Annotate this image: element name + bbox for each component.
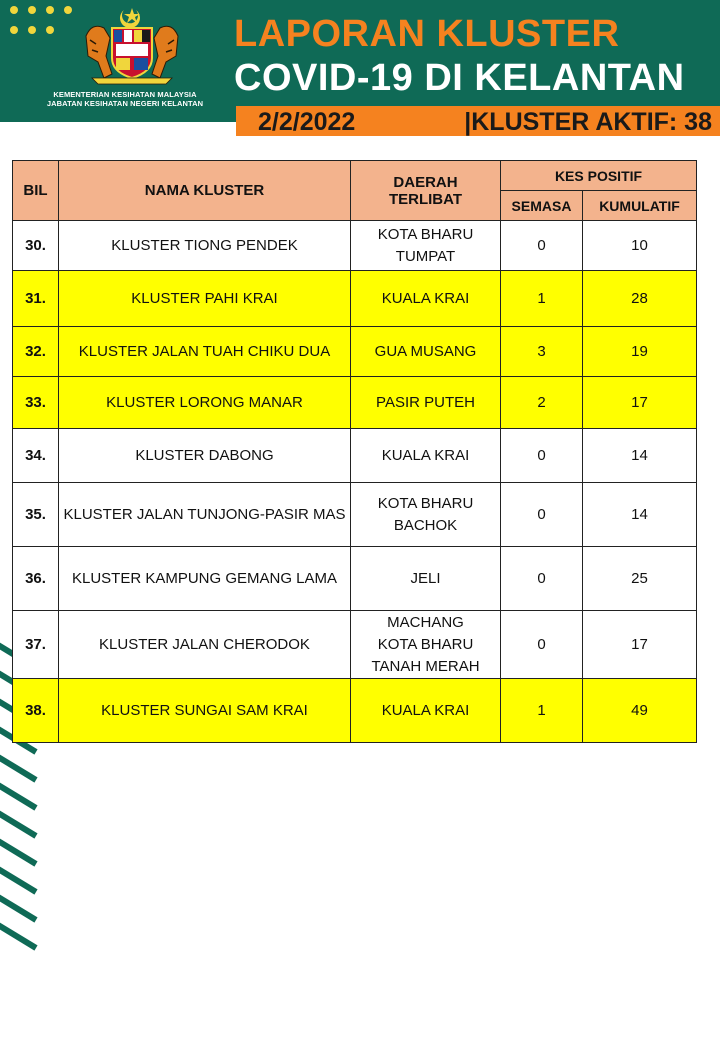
daerah-name: KOTA BHARU <box>377 635 474 653</box>
cell-bil: 37. <box>13 611 59 679</box>
cell-kumulatif: 17 <box>583 377 697 429</box>
daerah-name: MACHANG <box>387 613 464 631</box>
page-title-line2: COVID-19 DI KELANTAN <box>234 57 685 99</box>
cell-semasa: 1 <box>501 271 583 327</box>
cell-kumulatif: 14 <box>583 483 697 547</box>
cell-kumulatif: 25 <box>583 547 697 611</box>
cell-daerah <box>351 221 501 271</box>
cell-bil: 34. <box>13 429 59 483</box>
daerah-name: TANAH MERAH <box>371 657 480 675</box>
cell-daerah <box>351 327 501 377</box>
cell-nama-kluster: KLUSTER SUNGAI SAM KRAI <box>59 679 351 743</box>
cell-daerah <box>351 271 501 327</box>
daerah-name: KOTA BHARU <box>377 225 474 243</box>
cell-semasa: 0 <box>501 483 583 547</box>
cell-daerah <box>351 377 501 429</box>
ministry-name <box>20 90 230 108</box>
daerah-name: BACHOK <box>393 516 458 534</box>
header-nama-kluster: NAMA KLUSTER <box>59 161 351 221</box>
cell-semasa: 3 <box>501 327 583 377</box>
cell-nama-kluster: KLUSTER JALAN CHERODOK <box>59 611 351 679</box>
daerah-name: KUALA KRAI <box>381 289 470 307</box>
header-semasa: SEMASA <box>501 191 583 221</box>
cell-nama-kluster: KLUSTER LORONG MANAR <box>59 377 351 429</box>
cell-bil: 35. <box>13 483 59 547</box>
cell-kumulatif: 14 <box>583 429 697 483</box>
table-row <box>13 221 697 271</box>
table-row <box>13 271 697 327</box>
table-row <box>13 679 697 743</box>
ministry-line2: JABATAN KESIHATAN NEGERI KELANTAN <box>46 99 204 108</box>
daerah-name: KUALA KRAI <box>381 701 470 719</box>
cell-daerah <box>351 547 501 611</box>
ministry-line1: KEMENTERIAN KESIHATAN MALAYSIA <box>53 90 197 99</box>
table-row <box>13 483 697 547</box>
cell-nama-kluster: KLUSTER JALAN TUNJONG-PASIR MAS <box>59 483 351 547</box>
cell-nama-kluster: KLUSTER PAHI KRAI <box>59 271 351 327</box>
table-row <box>13 429 697 483</box>
cell-bil: 32. <box>13 327 59 377</box>
cell-daerah <box>351 483 501 547</box>
cell-kumulatif: 49 <box>583 679 697 743</box>
cell-semasa: 2 <box>501 377 583 429</box>
cell-semasa: 0 <box>501 221 583 271</box>
cell-nama-kluster: KLUSTER KAMPUNG GEMANG LAMA <box>59 547 351 611</box>
cell-kumulatif: 28 <box>583 271 697 327</box>
daerah-name: GUA MUSANG <box>374 342 477 360</box>
table-row <box>13 547 697 611</box>
cluster-table <box>12 160 697 743</box>
cell-daerah <box>351 679 501 743</box>
cell-kumulatif: 17 <box>583 611 697 679</box>
malaysia-coat-of-arms-icon <box>78 6 186 90</box>
cell-daerah <box>351 429 501 483</box>
cell-nama-kluster: KLUSTER JALAN TUAH CHIKU DUA <box>59 327 351 377</box>
table-row <box>13 377 697 429</box>
active-cluster-count: |KLUSTER AKTIF: 38 <box>464 108 712 136</box>
cell-bil: 38. <box>13 679 59 743</box>
cell-semasa: 0 <box>501 547 583 611</box>
table-row <box>13 327 697 377</box>
daerah-name: TUMPAT <box>395 247 456 265</box>
cell-bil: 30. <box>13 221 59 271</box>
cell-kumulatif: 10 <box>583 221 697 271</box>
daerah-name: KOTA BHARU <box>377 494 474 512</box>
cell-bil: 31. <box>13 271 59 327</box>
header-banner <box>0 0 720 122</box>
cell-nama-kluster: KLUSTER DABONG <box>59 429 351 483</box>
header-kes-positif: KES POSITIF <box>501 161 697 191</box>
cell-kumulatif: 19 <box>583 327 697 377</box>
cell-bil: 33. <box>13 377 59 429</box>
table-row <box>13 611 697 679</box>
decorative-dots <box>10 6 80 40</box>
cell-bil: 36. <box>13 547 59 611</box>
cell-semasa: 0 <box>501 611 583 679</box>
header-kumulatif: KUMULATIF <box>583 191 697 221</box>
cell-semasa: 0 <box>501 429 583 483</box>
report-date: 2/2/2022 <box>258 108 356 136</box>
header-daerah-terlibat: DAERAH TERLIBAT <box>351 161 501 221</box>
cell-semasa: 1 <box>501 679 583 743</box>
page-title-line1: LAPORAN KLUSTER <box>234 13 620 55</box>
daerah-name: KUALA KRAI <box>381 446 470 464</box>
cell-nama-kluster: KLUSTER TIONG PENDEK <box>59 221 351 271</box>
header-bil: BIL <box>13 161 59 221</box>
cell-daerah <box>351 611 501 679</box>
daerah-name: PASIR PUTEH <box>376 393 475 411</box>
daerah-name: JELI <box>410 569 441 587</box>
